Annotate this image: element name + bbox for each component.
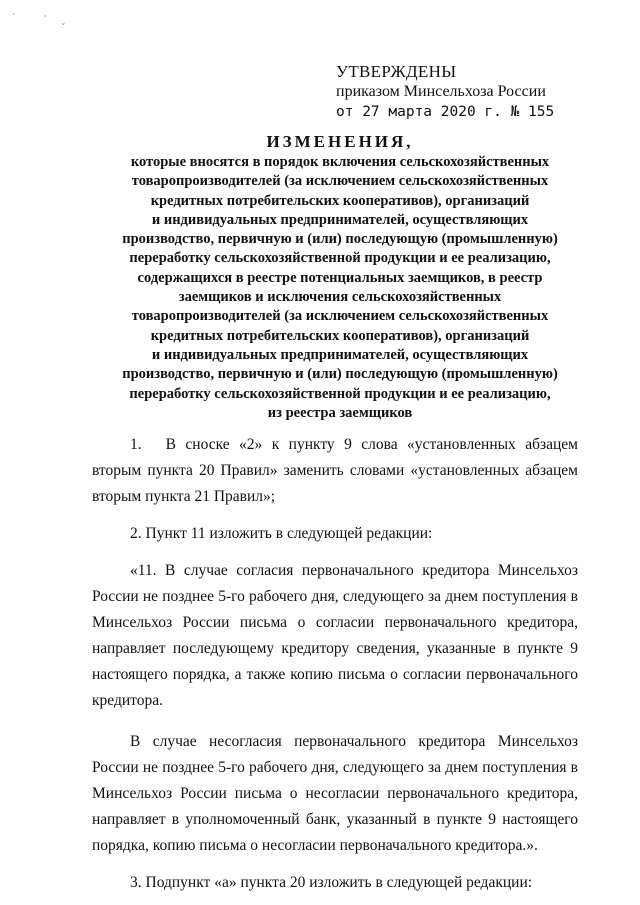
title-line: производство, первичную и (или) последующую (промышленную) — [122, 231, 558, 248]
paragraph-1-text: В сноске «2» к пункту 9 слова «установленных абзацем вторым пункта 20 Правил» заменить словами «установленных абзацем вторым пункта 21 Правил»; — [92, 436, 578, 505]
title-line: заемщиков и исключения сельскохозяйственных — [178, 289, 502, 306]
scan-dot-mark: · — [44, 12, 47, 21]
title-main: ИЗМЕНЕНИЯ, — [266, 132, 414, 151]
title-line: переработку сельскохозяйственной продукции и ее реализацию, — [129, 385, 551, 402]
title-line: кредитных потребительских кооперативов), организаций — [150, 327, 530, 344]
approval-heading: УТВЕРЖДЕНЫ — [336, 62, 457, 81]
title-line: содержащихся в реестре потенциальных заемщиков, в реестр — [137, 269, 543, 286]
scan-dot-mark: · — [12, 10, 15, 19]
title-line: товаропроизводителей (за исключением сельскохозяйственных — [131, 173, 549, 190]
title-subtitle — [70, 153, 610, 423]
approval-date-line: от 27 марта 2020 г. № 155 — [336, 104, 555, 120]
paragraph-4: В случае несогласия первоначального кредитора Минсельхоз России не позднее 5-го рабочего дня, следующего за днем поступления в Минсельхоз России письма о несогласии первоначального кредитора, направляет в уполномоченный банк, указанный в пункте 9 настоящего порядка, копию письма о несогласии первоначального кредитора.». — [92, 733, 578, 854]
paragraph-3: «11. В случае согласия первоначального кредитора Минсельхоз России не позднее 5-го рабочего дня, следующего за днем поступления в Минсельхоз России письма о согласии первоначального кредитора, направляет последующему кредитору сведения, указанные в пункте 9 настоящего порядка, а также копию письма о согласии первоначального кредитора. — [92, 562, 578, 709]
title-line: из реестра заемщиков — [267, 404, 413, 421]
paragraph-1-number: 1. — [130, 436, 142, 453]
approval-order-line: приказом Минсельхоза России — [336, 83, 546, 100]
title-line: кредитных потребительских кооперативов), организаций — [150, 192, 530, 209]
title-line: товаропроизводителей (за исключением сельскохозяйственных — [131, 308, 549, 325]
paragraph-5: 3. Подпункт «а» пункта 20 изложить в следующей редакции: — [130, 874, 533, 891]
paragraph-2: 2. Пункт 11 изложить в следующей редакции: — [130, 525, 433, 542]
document-title — [70, 132, 610, 423]
scan-dot-mark: ˇ — [62, 22, 65, 31]
title-line: и индивидуальных предпринимателей, осуществляющих — [151, 346, 529, 363]
document-body — [92, 432, 578, 896]
approval-stamp — [336, 62, 616, 122]
title-line: производство, первичную и (или) последующую (промышленную) — [122, 366, 558, 383]
paragraph-1 — [92, 432, 578, 510]
title-line: переработку сельскохозяйственной продукции и ее реализацию, — [129, 250, 551, 267]
title-line: которые вносятся в порядок включения сельскохозяйственных — [130, 154, 550, 170]
title-line: и индивидуальных предпринимателей, осуществляющих — [151, 211, 529, 228]
